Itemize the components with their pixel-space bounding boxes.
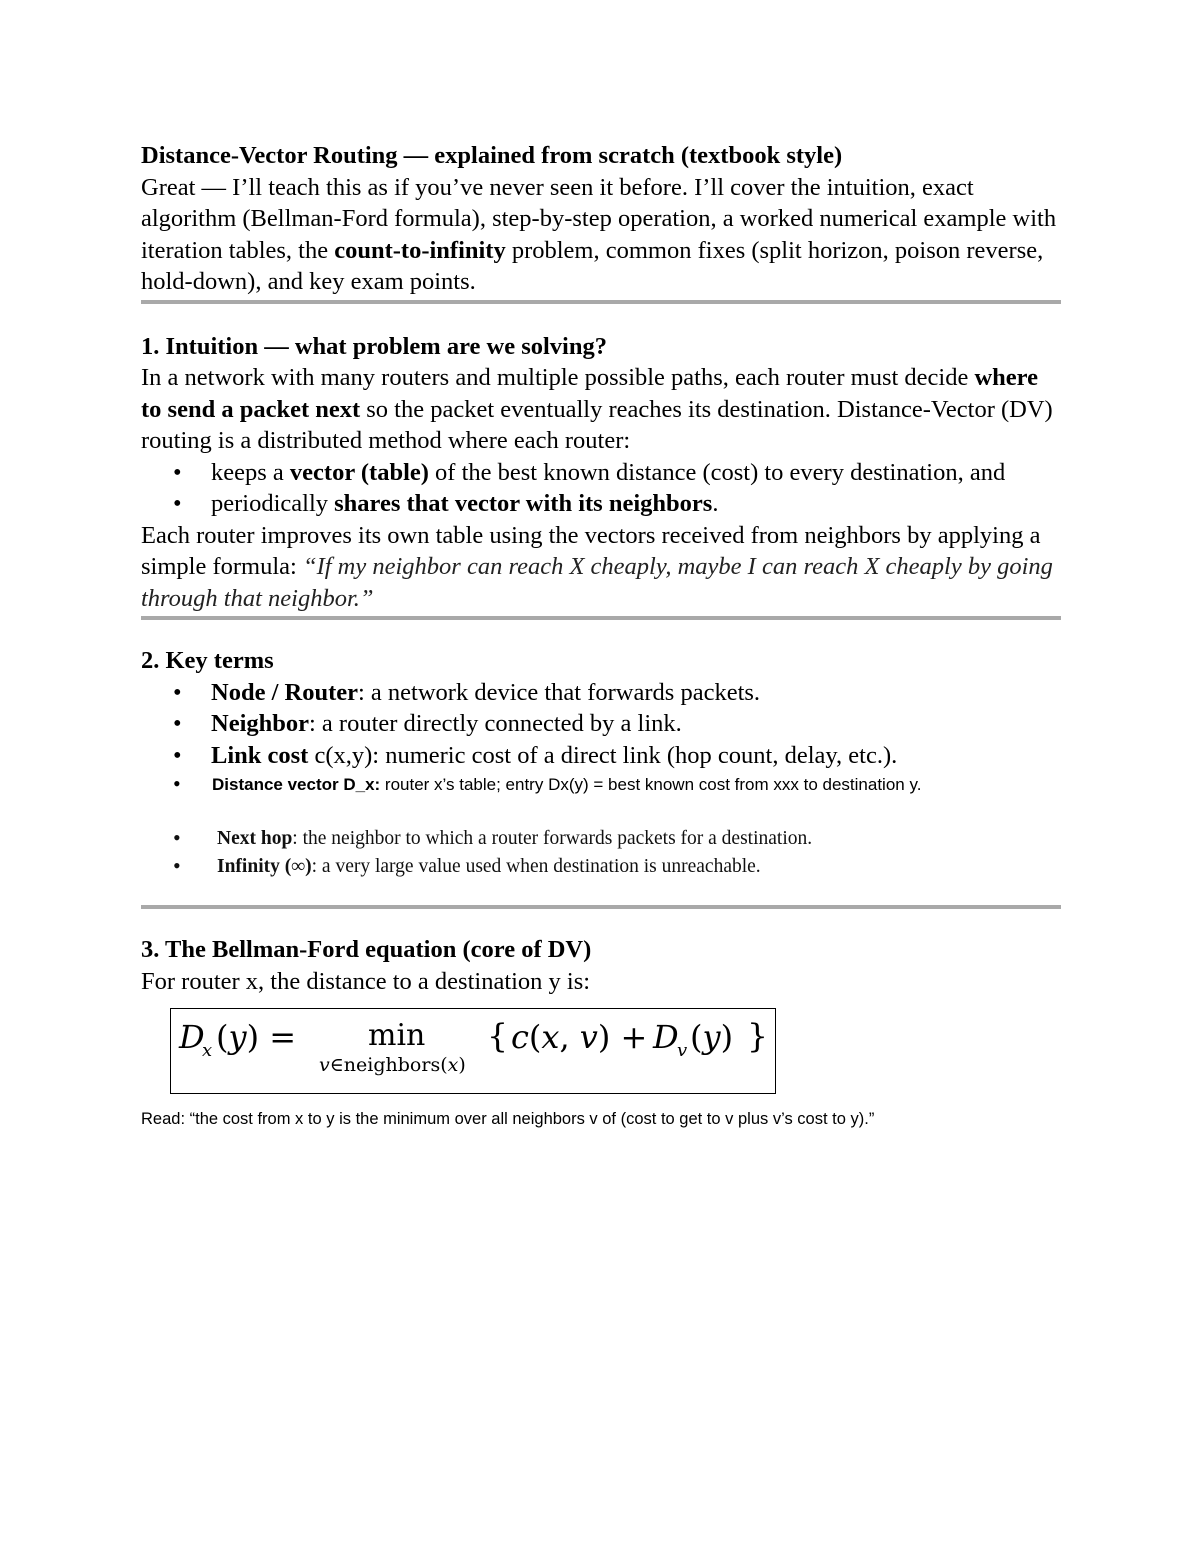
bullet-icon: • bbox=[173, 678, 182, 706]
formula-rhs bbox=[511, 1018, 647, 1056]
term-name: Neighbor bbox=[211, 710, 309, 737]
formula-d: D bbox=[653, 1018, 679, 1056]
bullet-icon: • bbox=[173, 853, 181, 878]
intro-bold-term: count-to-infinity bbox=[334, 236, 506, 264]
term-name: Infinity (∞) bbox=[217, 856, 312, 877]
s1-quote: “If my neighbor can reach X cheaply, maybe I can reach X cheaply by going through that neighbor.” bbox=[141, 553, 1053, 612]
term-name: Next hop bbox=[217, 828, 293, 849]
formula-y: y bbox=[228, 1018, 247, 1056]
b2-text-a: periodically bbox=[211, 490, 335, 517]
s1-text-a: In a network with many routers and multiple possible paths, each router must decide bbox=[141, 364, 975, 391]
b2-text-b: . bbox=[712, 490, 719, 517]
list-item bbox=[141, 457, 1061, 489]
bellman-ford-formula bbox=[170, 1008, 776, 1094]
section-divider bbox=[141, 300, 1061, 304]
formula-c-comma: , bbox=[559, 1018, 580, 1056]
list-item bbox=[141, 853, 1061, 881]
b1-bold: vector (table) bbox=[289, 458, 429, 486]
section-3-heading: 3. The Bellman-Ford equation (core of DV) bbox=[141, 936, 592, 963]
section-1-paragraph bbox=[141, 362, 1061, 457]
intro-text-1: Great — I’ll teach this as if you’ve never seen it before. I’ll cover the intuition, exact algorithm (Bellman-Ford formula), step-by-step operation, a worked numerical example with iteration tables, the bbox=[141, 173, 1057, 264]
b1-text-b: of the best known distance (cost) to every destination, and bbox=[428, 458, 1006, 486]
formula-d-close: ) bbox=[720, 1018, 734, 1056]
key-terms-list-thin bbox=[141, 825, 1061, 881]
list-item bbox=[141, 771, 1061, 799]
term-desc: : a router directly connected by a link. bbox=[309, 710, 682, 737]
term-name: Link cost bbox=[211, 741, 309, 769]
list-item bbox=[141, 825, 1061, 853]
bullet-icon: • bbox=[173, 490, 182, 517]
term-desc: : a network device that forwards packets. bbox=[357, 678, 761, 706]
intro-paragraph bbox=[141, 172, 1061, 298]
formula-min-subscript bbox=[319, 1054, 466, 1076]
term-name: Distance vector D_x: bbox=[212, 775, 381, 794]
bullet-icon: • bbox=[173, 825, 181, 850]
s1p2-text: Each router improves its own table using the vectors received from neighbors by applying a simple formula: bbox=[141, 521, 1041, 580]
s1-text-b: so the packet eventually reaches its destination. Distance-Vector (DV) routing is a distributed method where each router: bbox=[141, 395, 1053, 454]
bullet-icon: • bbox=[173, 710, 182, 737]
formula-d-arg bbox=[690, 1018, 733, 1056]
min-sub-close: ) bbox=[458, 1054, 466, 1076]
b2-bold: shares that vector with its neighbors bbox=[334, 490, 713, 517]
list-item bbox=[141, 488, 1061, 520]
formula-d-open: ( bbox=[690, 1018, 703, 1056]
term-name: Node / Router bbox=[211, 678, 358, 706]
term-desc: router x’s table; entry Dx(y) = best known cost from xxx to destination y. bbox=[380, 775, 922, 794]
bullet-icon: • bbox=[173, 771, 181, 796]
bullet-icon: • bbox=[173, 741, 182, 769]
formula-close-brace: } bbox=[747, 1016, 768, 1055]
document-content bbox=[141, 140, 1061, 1149]
formula-c-open: ( bbox=[528, 1018, 542, 1056]
formula-lhs-arg: (y) = bbox=[216, 1018, 297, 1056]
section-divider bbox=[141, 616, 1061, 620]
formula-d-sub: v bbox=[677, 1040, 688, 1061]
formula-open-brace: { bbox=[487, 1016, 508, 1055]
section-3-paragraph: For router x, the distance to a destination y is: bbox=[141, 967, 591, 995]
min-sub-x: x bbox=[447, 1054, 459, 1076]
intro-text-2: problem, common fixes (split horizon, poison reverse, hold-down), and key exam points. bbox=[141, 236, 1044, 295]
formula-lhs-sub: x bbox=[202, 1040, 213, 1061]
formula-c-x: x bbox=[541, 1018, 560, 1056]
section-divider bbox=[141, 905, 1061, 909]
bullet-icon: • bbox=[173, 458, 182, 486]
section-1-paragraph-2 bbox=[141, 520, 1061, 615]
term-desc: : the neighbor to which a router forwards packets for a destination. bbox=[292, 828, 813, 849]
formula-lhs-d: D bbox=[179, 1018, 205, 1056]
term-desc: c(x,y): numeric cost of a direct link (hop count, delay, etc.). bbox=[308, 741, 898, 769]
document-title: Distance-Vector Routing — explained from scratch (textbook style) bbox=[141, 142, 843, 169]
list-item bbox=[141, 740, 1061, 772]
b1-text-a: keeps a bbox=[211, 458, 290, 486]
s1-bold: where to send a packet next bbox=[141, 364, 1038, 423]
formula-c-v: v bbox=[579, 1018, 598, 1056]
key-terms-list-sans bbox=[141, 771, 1061, 799]
formula-c: c bbox=[511, 1018, 529, 1056]
section-2-heading: 2. Key terms bbox=[141, 647, 274, 674]
formula-min: min bbox=[368, 1018, 426, 1053]
key-terms-list bbox=[141, 677, 1061, 772]
section-1-heading: 1. Intuition — what problem are we solving? bbox=[141, 332, 607, 360]
formula-explanation: Read: “the cost from x to y is the minimum over all neighbors v of (cost to get to v plus v’s cost to y).” bbox=[141, 1110, 875, 1128]
list-item bbox=[141, 677, 1061, 709]
list-item bbox=[141, 708, 1061, 740]
min-sub-v: v bbox=[319, 1054, 330, 1076]
section-1-bullets bbox=[141, 457, 1061, 520]
formula-c-close: ) + bbox=[597, 1018, 648, 1056]
term-desc: : a very large value used when destination is unreachable. bbox=[311, 856, 761, 877]
min-sub-rest: ∈neighbors( bbox=[329, 1054, 448, 1076]
formula-d-y: y bbox=[702, 1018, 721, 1056]
